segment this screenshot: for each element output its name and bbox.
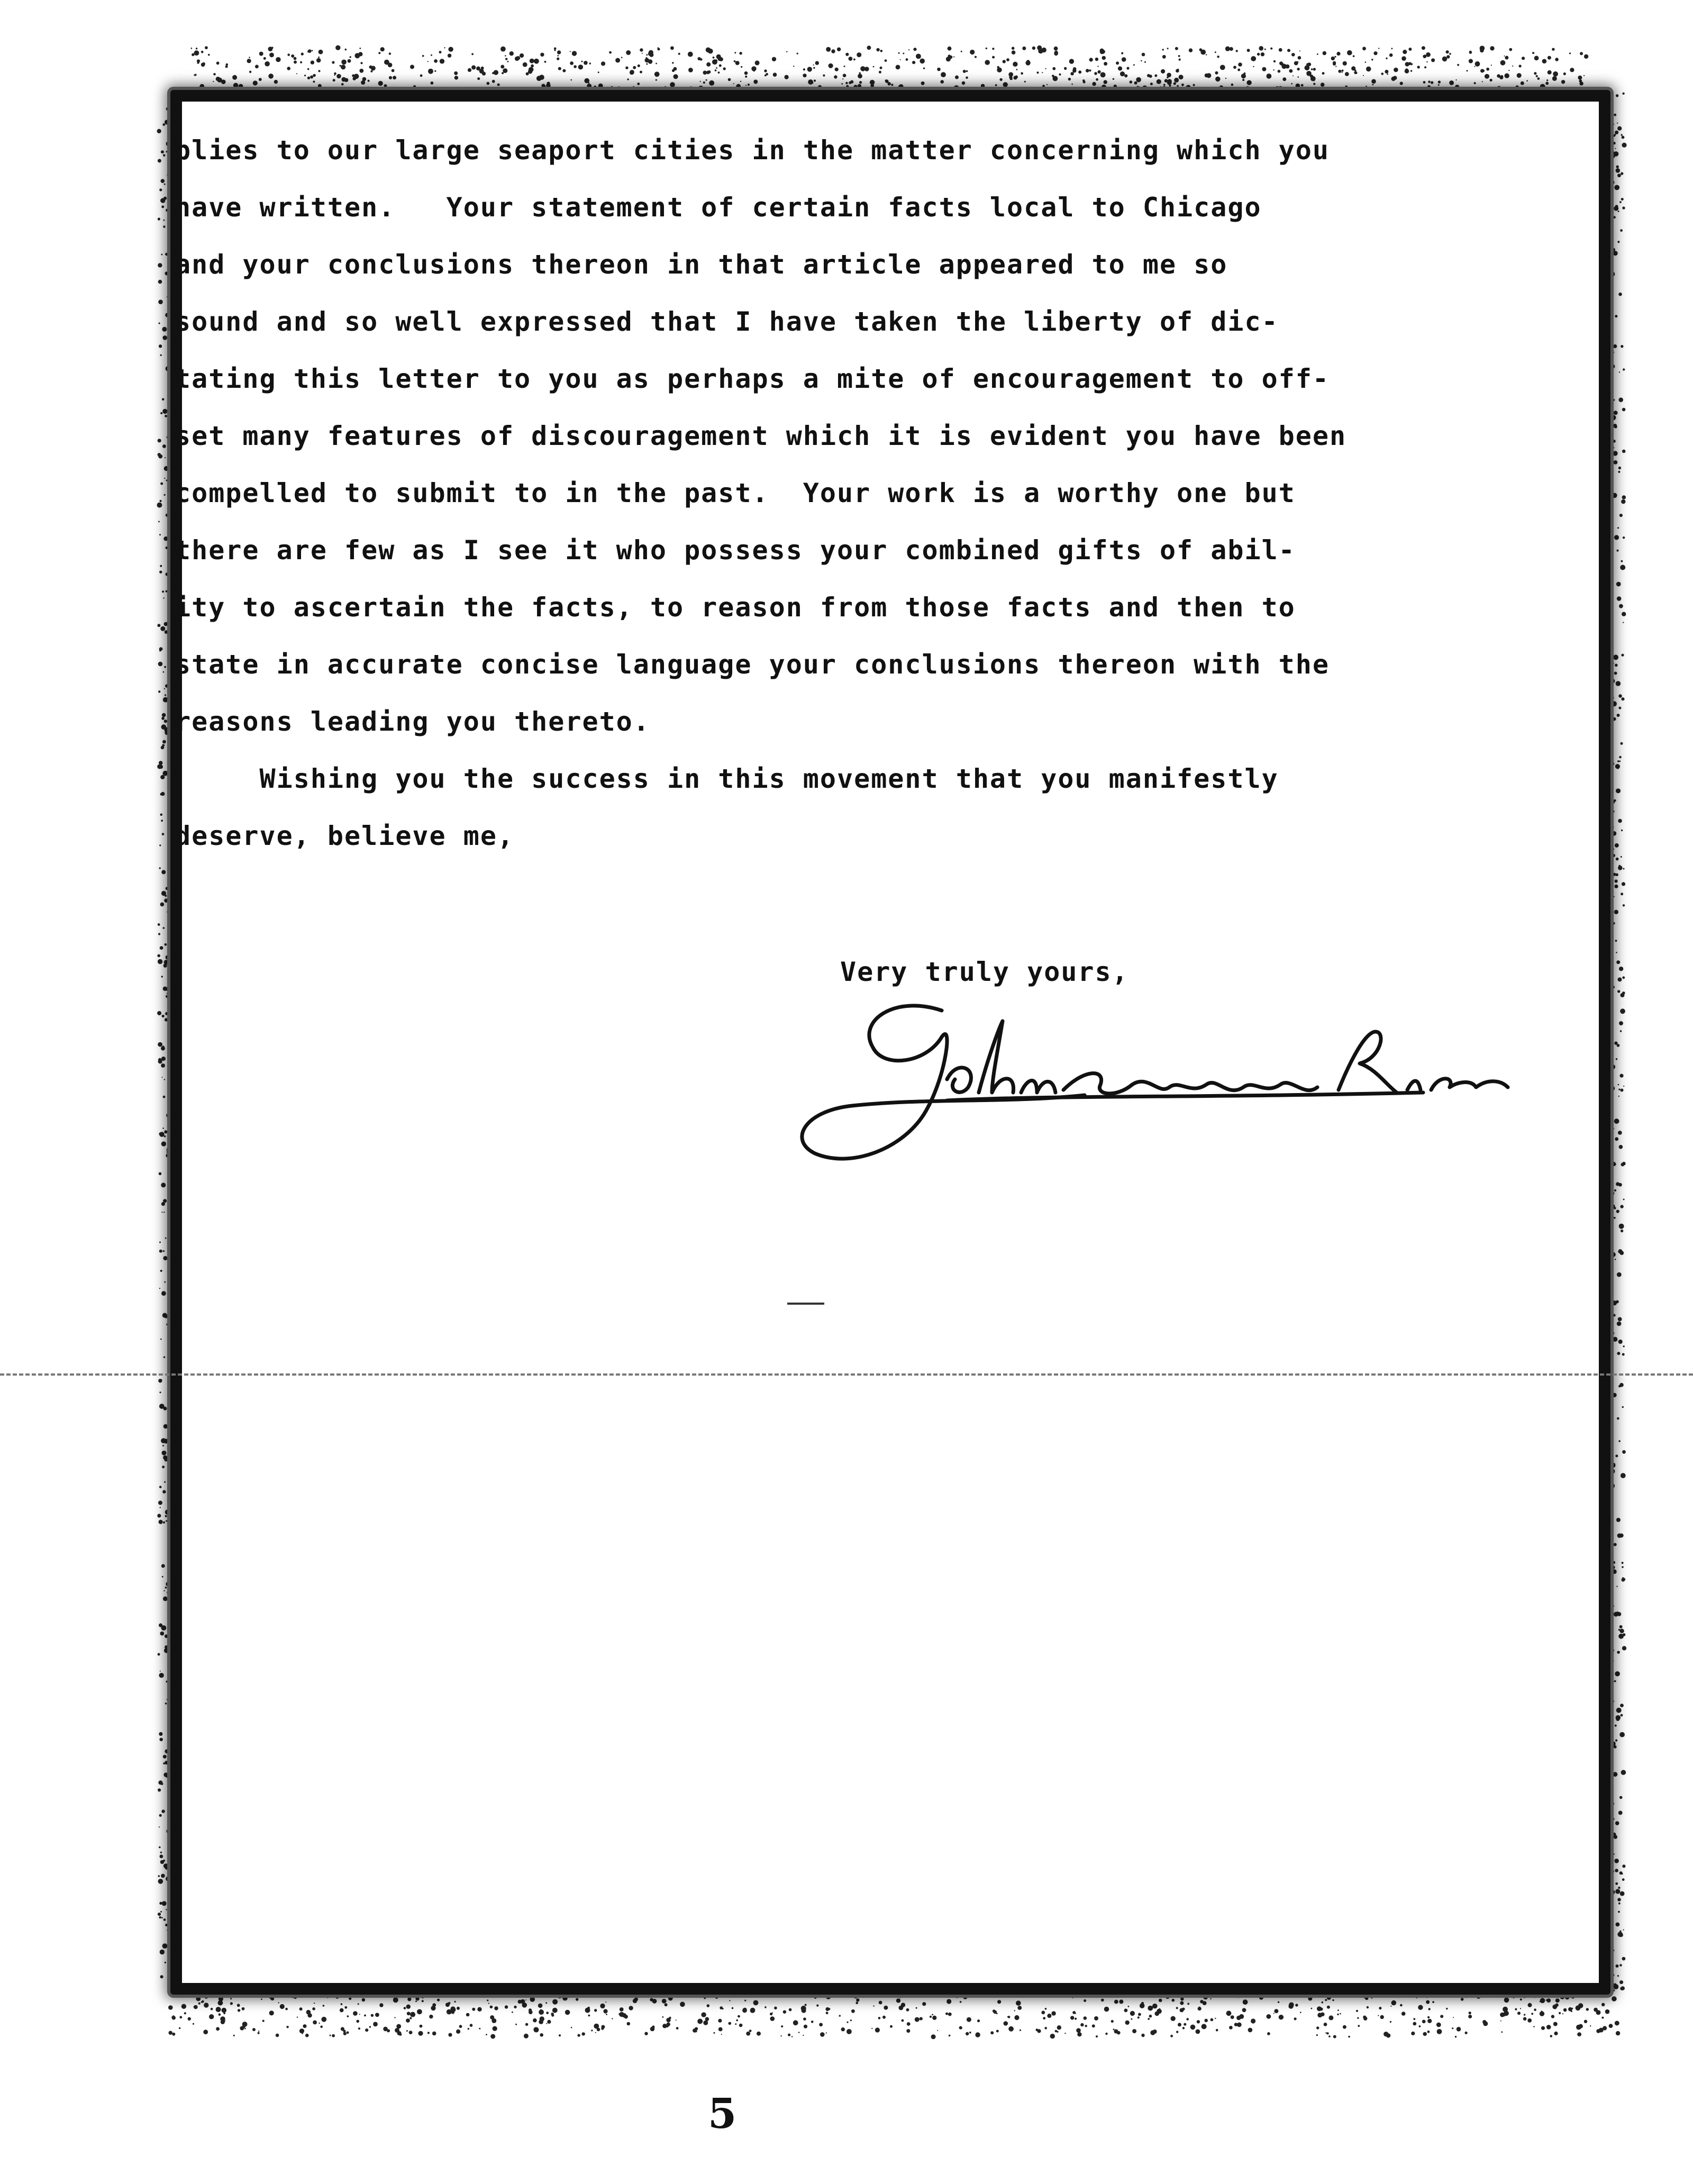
- page-mark: 5: [708, 2090, 737, 2138]
- short-dash-mark: [787, 1303, 824, 1305]
- letter-body: [175, 122, 1391, 865]
- body-line: deserve, believe me,: [175, 821, 515, 851]
- body-line: plies to our large seaport cities in the matter concerning which you: [175, 135, 1330, 166]
- body-line: there are few as I see it who possess your combined gifts of abil-: [175, 535, 1296, 566]
- body-line: tating this letter to you as perhaps a mite of encouragement to off-: [175, 363, 1330, 394]
- body-line: ity to ascertain the facts, to reason from those facts and then to: [175, 592, 1296, 623]
- body-line: compelled to submit to in the past. Your work is a worthy one but: [175, 478, 1296, 508]
- body-line: set many features of discouragement which it is evident you have been: [175, 421, 1347, 451]
- closing-salutation: Very truly yours,: [840, 957, 1129, 987]
- body-line: state in accurate concise language your conclusions thereon with the: [175, 649, 1330, 680]
- body-line: and your conclusions thereon in that article appeared to me so: [175, 249, 1228, 280]
- body-line: sound and so well expressed that I have taken the liberty of dic-: [175, 306, 1279, 337]
- body-line: reasons leading you thereto.: [175, 706, 650, 737]
- body-line: Wishing you the success in this movement that you manifestly: [175, 763, 1279, 794]
- fold-line: [0, 1373, 1693, 1376]
- body-line: have written. Your statement of certain facts local to Chicago: [175, 192, 1262, 223]
- handwritten-signature: [788, 989, 1540, 1175]
